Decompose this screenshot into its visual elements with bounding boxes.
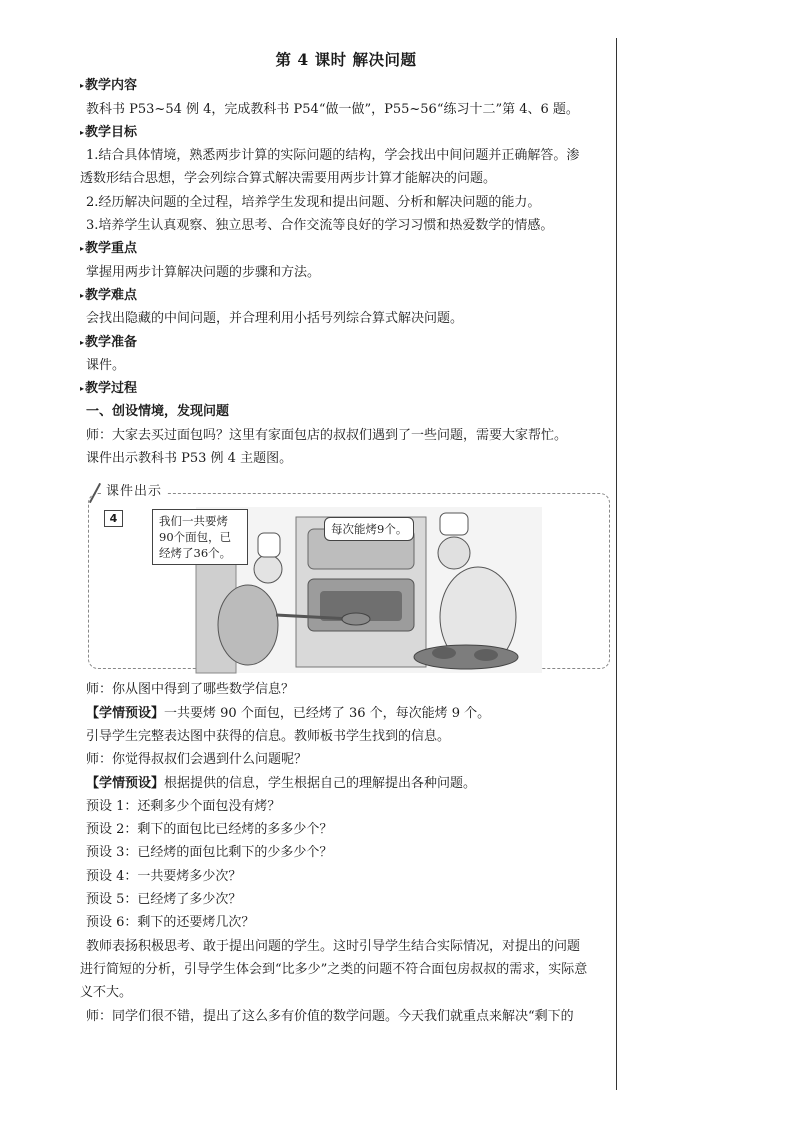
goal-1-line-2: 透数形结合思想，学会列综合算式解决需要用两步计算才能解决的问题。	[80, 171, 497, 187]
section-heading-preparation: ▸ 教学准备	[80, 331, 612, 354]
content-text: 教科书 P53~54 例 4，完成教科书 P54“做一做”，P55~56“练习十二”第 4、6 题。	[86, 101, 579, 117]
page-title: 第 4 课时 解决问题	[275, 50, 417, 69]
preset-item: 预设 5：已经烤了多少次？	[86, 892, 242, 908]
speech-bubble-right: 每次能烤9个。	[324, 517, 414, 541]
difficulty-text: 会找出隐藏的中间问题，并合理利用小括号列综合算式解决问题。	[86, 311, 464, 327]
preparation-text: 课件。	[86, 357, 126, 373]
speech-bubble-left: 我们一共要烤 90个面包，已 经烤了36个。	[152, 509, 248, 565]
preset-item: 预设 1：还剩多少个面包没有烤？	[86, 798, 281, 814]
goal-2: 2.经历解决问题的全过程，培养学生发现和提出问题、分析和解决问题的能力。	[86, 194, 541, 210]
preset-item: 预设 2：剩下的面包比已经烤的多多少个？	[86, 822, 333, 838]
goal-1-line-1: 1.结合具体情境，熟悉两步计算的实际问题的结构，学会找出中间问题并正确解答。渗	[86, 148, 580, 164]
lesson-content	[80, 48, 612, 1028]
figure-label: 课件出示	[102, 480, 166, 503]
praise-line-1: 教师表扬积极思考、敢于提出问题的学生。这时引导学生结合实际情况，对提出的问题	[86, 938, 581, 954]
teacher-last-line: 师：同学们很不错，提出了这么多有价值的数学问题。今天我们就重点来解决“剩下的	[86, 1008, 574, 1024]
preset-item: 预设 6：剩下的还要烤几次？	[86, 915, 255, 931]
part-1-heading: 一、创设情境，发现问题	[86, 404, 230, 420]
section-heading-content: ▸ 教学内容	[80, 74, 612, 97]
section-heading-difficulty: ▸ 教学难点	[80, 284, 612, 307]
guide-text: 引导学生完整表达图中获得的信息。教师板书学生找到的信息。	[86, 728, 451, 744]
courseware-line: 课件出示教科书 P53 例 4 主题图。	[86, 451, 293, 467]
praise-line-3: 义不大。	[80, 985, 133, 1001]
triangle-bullet-icon: ▸	[80, 126, 85, 137]
courseware-figure	[88, 480, 612, 672]
praise-line-2: 进行简短的分析，引导学生体会到“比多少”之类的问题不符合面包房叔叔的需求，实际意	[80, 961, 588, 977]
triangle-bullet-icon: ▸	[80, 243, 85, 254]
teacher-question-1: 师：你从图中得到了哪些数学信息？	[86, 682, 295, 698]
triangle-bullet-icon: ▸	[80, 289, 85, 300]
bakery-illustration	[159, 507, 542, 673]
triangle-bullet-icon: ▸	[80, 80, 85, 91]
section-heading-process: ▸ 教学过程	[80, 377, 612, 400]
triangle-bullet-icon: ▸	[80, 383, 85, 394]
teacher-question-2: 师：你觉得叔叔们会遇到什么问题呢？	[86, 752, 308, 768]
example-number-badge: 4	[104, 510, 123, 527]
preset-student-2: 【学情预设】根据提供的信息，学生根据自己的理解提出各种问题。	[86, 775, 477, 791]
key-point-text: 掌握用两步计算解决问题的步骤和方法。	[86, 264, 321, 280]
page-right-rule	[616, 38, 617, 1090]
preset-student-1: 【学情预设】一共要烤 90 个面包，已经烤了 36 个，每次能烤 9 个。	[86, 705, 491, 721]
triangle-bullet-icon: ▸	[80, 336, 85, 347]
section-heading-key: ▸ 教学重点	[80, 237, 612, 260]
teacher-line-1: 师：大家去买过面包吗？这里有家面包店的叔叔们遇到了一些问题，需要大家帮忙。	[86, 427, 568, 443]
preset-item: 预设 3：已经烤的面包比剩下的少多少个？	[86, 845, 333, 861]
preset-item: 预设 4：一共要烤多少次？	[86, 868, 242, 884]
goal-3: 3.培养学生认真观察、独立思考、合作交流等良好的学习习惯和热爱数学的情感。	[86, 218, 554, 234]
section-heading-goals: ▸ 教学目标	[80, 121, 612, 144]
